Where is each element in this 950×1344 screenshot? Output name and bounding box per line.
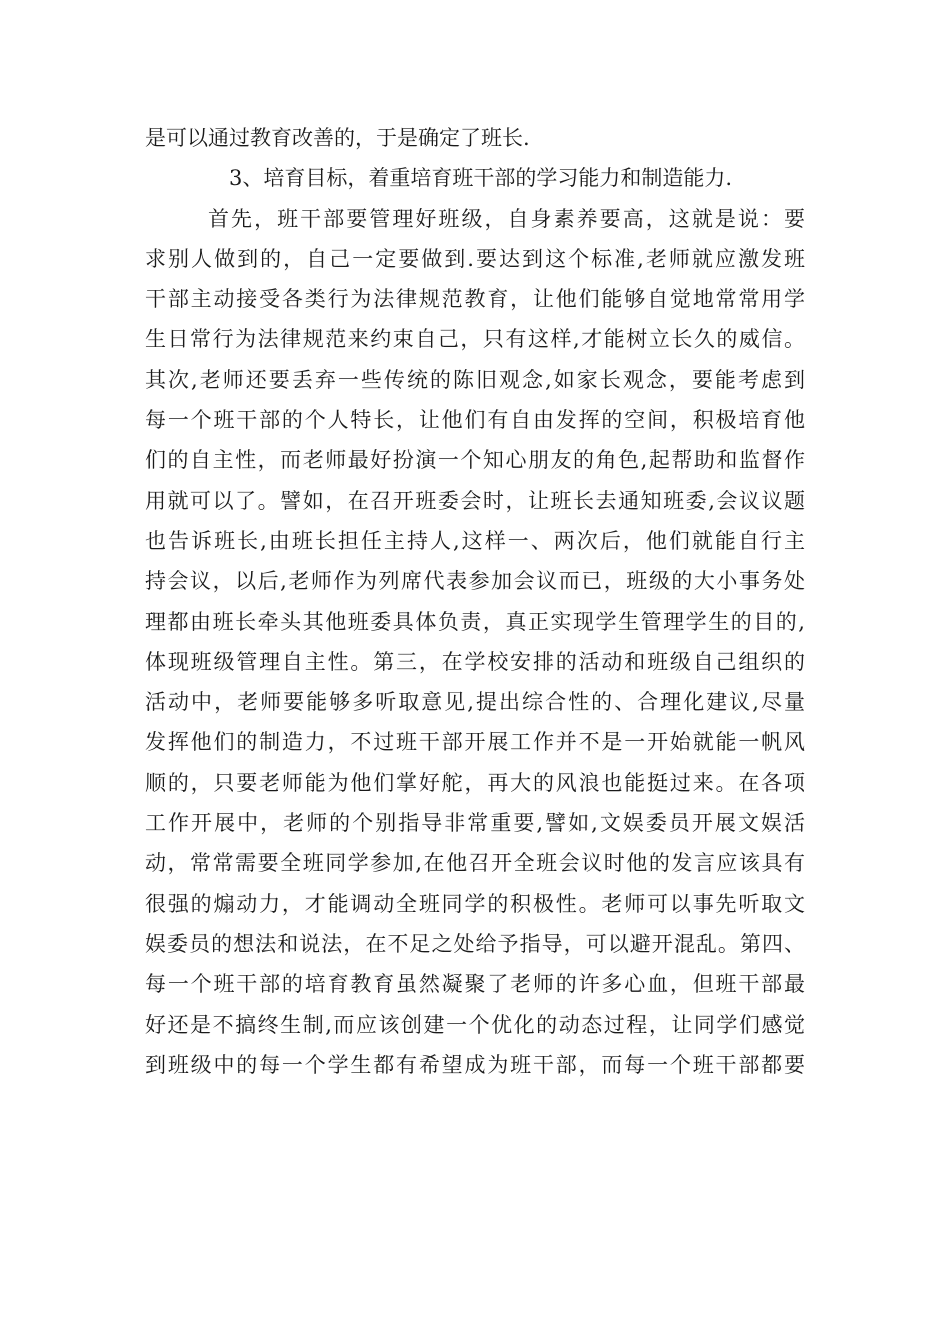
text-line: 每一个班干部的个人特长，让他们有自由发挥的空间，积极培育他	[145, 408, 805, 433]
text-line: 们的自主性，而老师最好扮演一个知心朋友的角色,起帮助和监督作	[145, 448, 805, 473]
text-line: 求别人做到的，自己一定要做到.要达到这个标准,老师就应激发班	[145, 246, 805, 271]
text-line: 工作开展中，老师的个别指导非常重要,譬如,文娱委员开展文娱活	[145, 811, 805, 836]
text-line: 体现班级管理自主性。第三，在学校安排的活动和班级自己组织的	[145, 649, 805, 674]
text-line: 是可以通过教育改善的，于是确定了班长.	[145, 126, 530, 150]
text-line: 干部主动接受各类行为法律规范教育，让他们能够自觉地常常用学	[145, 287, 805, 312]
text-line: 其次,老师还要丢弃一些传统的陈旧观念,如家长观念，要能考虑到	[145, 367, 805, 392]
text-line: 发挥他们的制造力，不过班干部开展工作并不是一开始就能一帆风	[145, 730, 805, 755]
text-line: 动，常常需要全班同学参加,在他召开全班会议时他的发言应该具有	[145, 851, 805, 876]
text-line: 娱委员的想法和说法，在不足之处给予指导，可以避开混乱。第四、	[145, 931, 805, 956]
body-text	[145, 118, 805, 1085]
text-line: 用就可以了。譬如，在召开班委会时，让班长去通知班委,会议议题	[145, 488, 805, 513]
text-line: 好还是不搞终生制,而应该创建一个优化的动态过程，让同学们感觉	[145, 1012, 805, 1037]
text-line: 顺的，只要老师能为他们掌好舵，再大的风浪也能挺过来。在各项	[145, 770, 805, 795]
text-line: 活动中，老师要能够多听取意见,提出综合性的、合理化建议,尽量	[145, 690, 805, 715]
text-line: 也告诉班长,由班长担任主持人,这样一、两次后，他们就能自行主	[145, 528, 805, 553]
text-line: 很强的煽动力，才能调动全班同学的积极性。老师可以事先听取文	[145, 891, 805, 916]
text-line: 首先，班干部要管理好班级，自身素养要高，这就是说：要	[208, 206, 805, 231]
text-line: 生日常行为法律规范来约束自己，只有这样,才能树立长久的威信。	[145, 327, 805, 352]
text-line: 持会议，以后,老师作为列席代表参加会议而已，班级的大小事务处	[145, 569, 805, 594]
text-line: 理都由班长牵头其他班委具体负责，真正实现学生管理学生的目的,	[145, 609, 805, 634]
text-line: 到班级中的每一个学生都有希望成为班干部，而每一个班干部都要	[145, 1052, 805, 1077]
section-heading: 3、培育目标，着重培育班干部的学习能力和制造能力.	[229, 166, 733, 191]
text-line: 每一个班干部的培育教育虽然凝聚了老师的许多心血，但班干部最	[145, 972, 805, 997]
